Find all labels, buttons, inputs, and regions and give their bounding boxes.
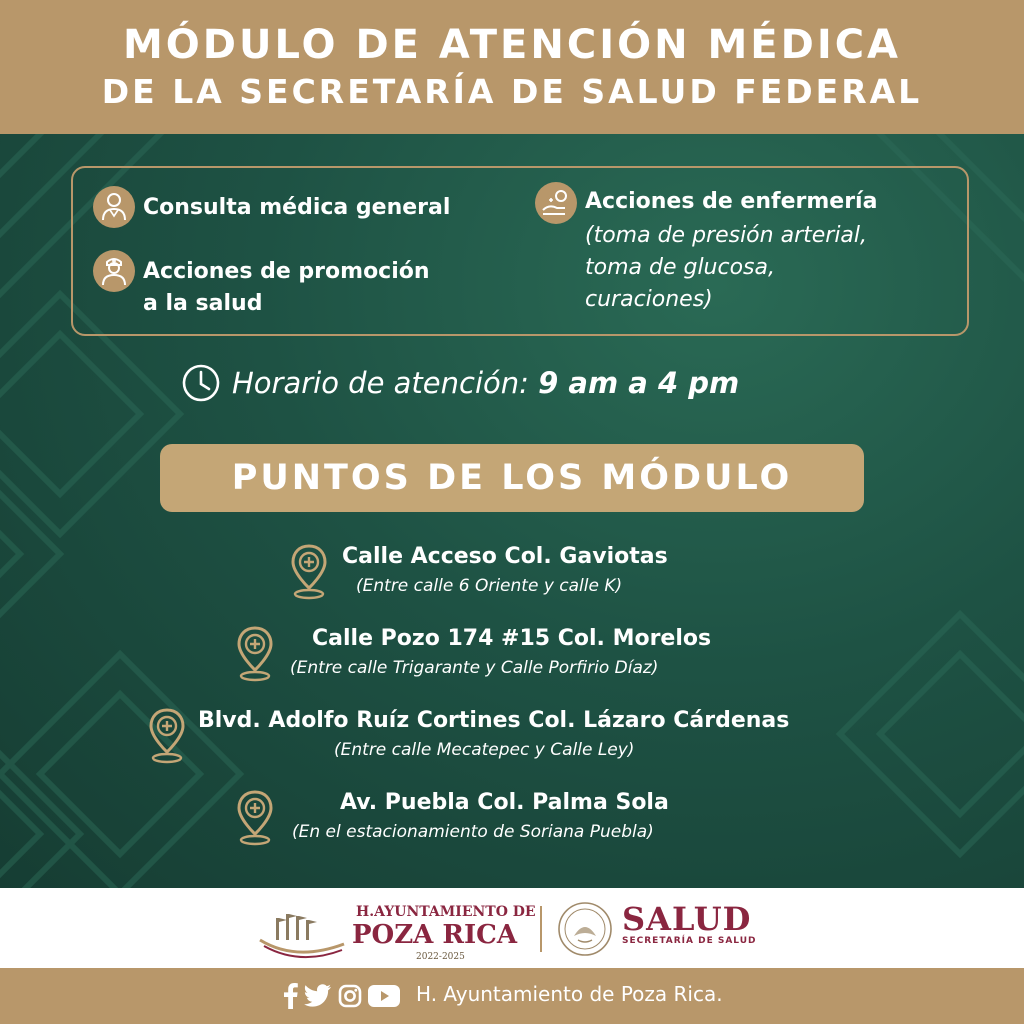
nurse-icon <box>93 250 135 292</box>
salud-logo <box>622 900 757 946</box>
ayuntamiento-line2: POZA RICA <box>352 920 518 950</box>
header-title-line2: DE LA SECRETARÍA DE SALUD FEDERAL <box>101 72 923 111</box>
national-seal-icon <box>556 900 614 958</box>
location-name: Calle Pozo 174 #15 Col. Morelos <box>312 626 712 651</box>
social-icons <box>284 982 400 1010</box>
service-title: Acciones de enfermería <box>585 189 878 214</box>
nursing-care-icon <box>535 182 577 224</box>
schedule-text <box>232 366 739 400</box>
service-detail-line1: (toma de presión arterial, <box>585 223 868 248</box>
location-pin-icon <box>148 706 186 766</box>
location-item <box>290 542 750 602</box>
twitter-icon[interactable] <box>304 984 332 1008</box>
salud-title: SALUD <box>622 900 752 938</box>
location-name: Blvd. Adolfo Ruíz Cortines Col. Lázaro Cárdenas <box>198 708 790 733</box>
service-detail-line2: toma de glucosa, <box>585 255 775 280</box>
ayuntamiento-line1: H.AYUNTAMIENTO DE <box>356 904 536 920</box>
logo-divider <box>540 906 542 952</box>
doctor-icon <box>93 186 135 228</box>
poza-rica-emblem-icon <box>256 900 348 960</box>
service-title: Consulta médica general <box>143 195 451 220</box>
header-title-line1: MÓDULO DE ATENCIÓN MÉDICA <box>122 22 902 68</box>
locations-title: PUNTOS DE LOS MÓDULO <box>160 444 864 512</box>
salud-subtitle: SECRETARÍA DE SALUD <box>622 936 757 946</box>
footer-logos <box>0 888 1024 968</box>
schedule-hours: 9 am a 4 pm <box>538 366 740 400</box>
location-name: Av. Puebla Col. Palma Sola <box>340 790 669 815</box>
social-handle: H. Ayuntamiento de Poza Rica. <box>416 982 723 1006</box>
social-bar <box>0 968 1024 1024</box>
schedule-label: Horario de atención: <box>232 366 529 400</box>
instagram-icon[interactable] <box>338 984 362 1008</box>
location-item <box>236 788 756 848</box>
location-name: Calle Acceso Col. Gaviotas <box>342 544 668 569</box>
location-pin-icon <box>236 624 274 684</box>
youtube-icon[interactable] <box>368 984 400 1008</box>
service-detail-line3: curaciones) <box>585 287 713 312</box>
header-banner <box>0 0 1024 134</box>
service-title-line1: Acciones de promoción <box>143 259 430 284</box>
facebook-icon[interactable] <box>284 983 298 1009</box>
clock-icon <box>180 362 222 404</box>
location-item <box>236 624 756 684</box>
main-panel <box>0 134 1024 888</box>
location-note: (Entre calle Mecatepec y Calle Ley) <box>334 740 635 760</box>
location-note: (Entre calle Trigarante y Calle Porfirio Díaz) <box>290 658 659 678</box>
services-box <box>71 166 969 336</box>
location-pin-icon <box>236 788 274 848</box>
ayuntamiento-period: 2022-2025 <box>416 952 465 962</box>
location-note: (Entre calle 6 Oriente y calle K) <box>356 576 623 596</box>
service-title-line2: a la salud <box>143 291 263 316</box>
location-item <box>148 706 848 766</box>
ayuntamiento-logo <box>256 900 536 962</box>
location-note: (En el estacionamiento de Soriana Puebla) <box>292 822 654 842</box>
location-pin-icon <box>290 542 328 602</box>
